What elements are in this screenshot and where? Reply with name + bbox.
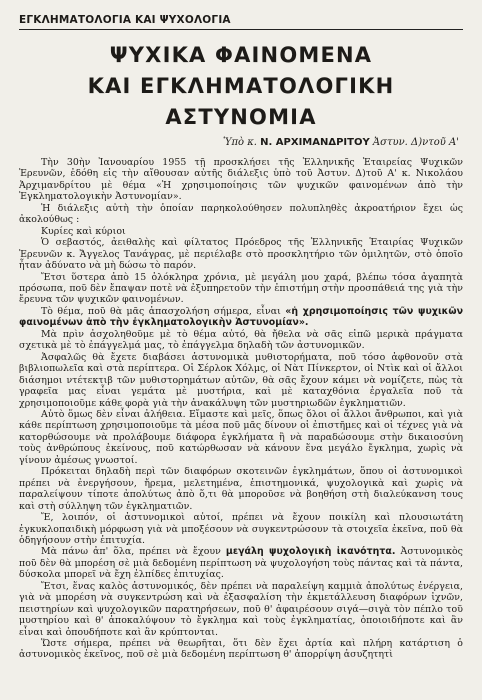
paragraph: Ὁ σεβαστός, ἀειθαλὴς καὶ φίλτατος Πρόεδρος τῆς Ἑλληνικῆς Ἑταιρίας Ψυχικῶν Ἐρευνῶν κ. Ἄγγελος Τανάγρας, μὲ περιέλαβε στὸ προσκλητήριο τῶν ὁμιλητῶν, στὸ ὁποῖο ἦταν ἀδύνατο νὰ μὴ δώσω τὸ παρόν. (19, 237, 463, 272)
topic-intro: Τὸ θέμα, ποῦ θὰ μᾶς ἀπασχολήση σήμερα, εἶναι (41, 305, 281, 317)
psych-intro: Μὰ πάνω ἀπ' ὅλα, πρέπει νὰ ἔχουν (41, 546, 221, 558)
byline (19, 137, 459, 148)
paragraph: Αὐτὸ ὅμως δὲν εἶναι ἀλήθεια. Εἴμαστε καὶ μεῖς, ὅπως ὅλοι οἱ ἄλλοι ἄνθρωποι, καὶ γιὰ κάθε περίπτωση χρησιμοποιοῦμε τὰ μέσα ποῦ μᾶς δίνουν οἱ ἐπιστῆμες καὶ οἱ τέχνες γιὰ νὰ κατορθώσουμε νὰ προλάβουμε διάφορα ἐγκλήματα ἢ νὰ παραδώσουμε στὴν δικαιοσύνη τοὺς ἀνθρώπους ἐκείνους, ποῦ κατώρθωσαν νὰ κάνουν ἕνα μεγάλο ἔγκλημα, χωρὶς νὰ γίνουν ἀμέσως γνωστοί. (19, 408, 463, 466)
paragraph-topic (19, 306, 463, 329)
paragraph: Ἀσφαλῶς θὰ ἔχετε διαβάσει ἀστυνομικὰ μυθιστορήματα, ποῦ τόσο ἀφθονοῦν στὰ βιβλιοπωλεῖα καὶ στὰ περίπτερα. Οἱ Σέρλοκ Χόλμς, οἱ Νὰτ Πίνκερτον, οἱ Ντὶκ καὶ οἱ ἄλλοι διάσημοι ντέτεκτιβ τῶν μυθιστορημάτων αὐτῶν, θὰ σᾶς ἔχουν κάμει νὰ νομίζετε, πὼς τὰ γραφεῖα μας εἶναι γεμάτα μὲ μυστήρια, καὶ μὲ καταχθόνια ἐργαλεῖα ποῦ τὰ χρησιμοποιοῦμε κάθε φορὰ γιὰ τὴν ἀνακάλυψη τῶν μυστηριωδῶν ἐγκληματιῶν. (19, 351, 463, 409)
paragraph: Μὰ πρὶν ἀσχοληθοῦμε μὲ τὸ θέμα αὐτό, θὰ ἤθελα νὰ σᾶς εἰπῶ μερικὰ πράγματα σχετικὰ μὲ τὸ ἐπάγγελμά μας, τὸ ἐπάγγελμα δηλαδὴ τῶν ἀστυνομικῶν. (19, 328, 463, 352)
article-title (19, 40, 463, 133)
psych-rest: Ἀστυνομικὸς ποῦ δὲν θὰ μπορέση σὲ μιὰ δεδομένη περίπτωση νὰ ψυχολογήση τοὺς πάντας καὶ τὰ πάντα, δύσκολα μπορεῖ νὰ ἔχη ἐλπίδες ἐπιτυχίας. (19, 546, 463, 581)
paragraph-psychology (19, 546, 463, 580)
article-body (19, 157, 463, 661)
title-line-2: ΚΑΙ ΕΓΚΛΗΜΑΤΟΛΟΓΙΚΗ ΑΣΤΥΝΟΜΙΑ (87, 74, 395, 129)
title-line-1: ΨΥΧΙΚΑ ΦΑΙΝΟΜΕΝΑ (109, 43, 373, 67)
paragraph: Ὥστε σήμερα, πρέπει νὰ θεωρῆται, ὅτι δὲν ἔχει ἀρτία καὶ πλήρη κατάρτιση ὁ ἀστυνομικὸς ἐκεῖνος, ποῦ σὲ μιὰ δεδομένη περίπτωση θ' ἀπορρίψη ἀσυζητητὶ (19, 638, 463, 661)
running-head: ΕΓΚΛΗΜΑΤΟΛΟΓΙΑ ΚΑΙ ΨΥΧΟΛΟΓΙΑ (19, 14, 463, 30)
paragraph: Ἔτσι ὕστερα ἀπὸ 15 ὁλόκληρα χρόνια, μὲ μεγάλη μου χαρά, βλέπω τόσα ἀγαπητὰ πρόσωπα, ποῦ δὲν ἔπαψαν ποτὲ νὰ ἐξυπηρετοῦν τὴν ἐπιστήμη στὴν προσπάθειά της γιὰ τὴν ἔρευνα τῶν ψυχικῶν φαινομένων. (19, 271, 463, 306)
paragraph-salutation: Κυρίες καὶ κύριοι (41, 225, 126, 237)
paragraph-lecture-note: Ἡ διάλεξις αὐτὴ τὴν ὁποίαν παρηκολούθησεν πολυπληθὲς ἀκροατήριον ἔχει ὡς ἀκολούθως : (19, 202, 463, 226)
psych-emphasis: μεγάλη ψυχολογικὴ ἱκανότητα. (225, 546, 396, 558)
byline-author: Ν. ΑΡΧΙΜΑΝΔΡΙΤΟΥ (260, 137, 370, 148)
byline-prefix: Ὑπὸ κ. (222, 137, 257, 148)
paragraph: Πρόκειται δηλαδὴ περὶ τῶν διαφόρων σκοτεινῶν ἐγκλημάτων, ὅπου οἱ ἀστυνομικοὶ πρέπει νὰ ἐνεργήσουν, ἤρεμα, μελετημένα, ἐπιστημονικά, ψυχολογικὰ καὶ χωρὶς νὰ παραλείψουν τίποτε ἀπολύτως ἀπὸ ὅ,τι θὰ μποροῦσε νὰ βοηθήση στὴ διαλεύκανση τους καὶ στὴ σύλληψη τῶν ἐγκληματιῶν. (19, 466, 463, 512)
paragraph: Ἔτσι, ἕνας καλὸς ἀστυνομικός, δὲν πρέπει νὰ παραλείψη καμμιὰ ἀπολύτως ἐνέργεια, γιὰ νὰ μπορέση νὰ συγκεντρώση καὶ νὰ ἐξασφαλίση τὴν ἐκμετάλλευση διαφόρων ἰχνῶν, πειστηρίων καὶ ψυχολογικῶν παρατηρήσεων, ποῦ θ' ἀφαιρέσουν σιγά—σιγὰ τὸν πέπλο τοῦ μυστηρίου καὶ θ' ἀποκαλύψουν τὸ ἔγκλημα καὶ τοὺς ἐγκληματίας, ὁποιοιδήποτε καὶ ἂν εἶναι καὶ ὁπουδήποτε καὶ ἂν κρύπτονται. (19, 580, 463, 638)
paragraph: Ἔ, λοιπόν, οἱ ἀστυνομικοὶ αὐτοί, πρέπει νὰ ἔχουν ποικίλη καὶ πλουσιωτάτη ἐγκυκλοπαιδικὴ μόρφωση γιὰ νὰ μποξέσουν νὰ συγκεντρώσουν τὰ στοιχεῖα ἐκεῖνα, ποῦ θὰ ὁδηγήσουν στὴν ἐπιτυχία. (19, 512, 463, 546)
paragraph-intro: Τὴν 30ὴν Ἰανουαρίου 1955 τῇ προσκλήσει τῆς Ἑλληνικῆς Ἑταιρείας Ψυχικῶν Ἐρευνῶν, ἐδόθη εἰς τὴν αἴθουσαν αὐτῆς διάλεξις ὑπὸ τοῦ Ἀστυν. Δ)τοῦ Α' κ. Νικολάου Ἀρχιμανδρίτου μὲ θέμα «Ἡ χρησιμοποίησις τῶν ψυχικῶν φαινομένων ἀπὸ τὴν Ἐγκληματολογικὴν Ἀστυνομίαν». (19, 157, 463, 203)
byline-suffix: Ἀστυν. Δ)ντοῦ Α' (372, 137, 459, 148)
topic-emphasis: «ἡ χρησιμοποίησις τῶν ψυχικῶν φαινομένων ἀπὸ τὴν ἐγκληματολογικὴν Ἀστυνομίαν». (19, 305, 464, 329)
